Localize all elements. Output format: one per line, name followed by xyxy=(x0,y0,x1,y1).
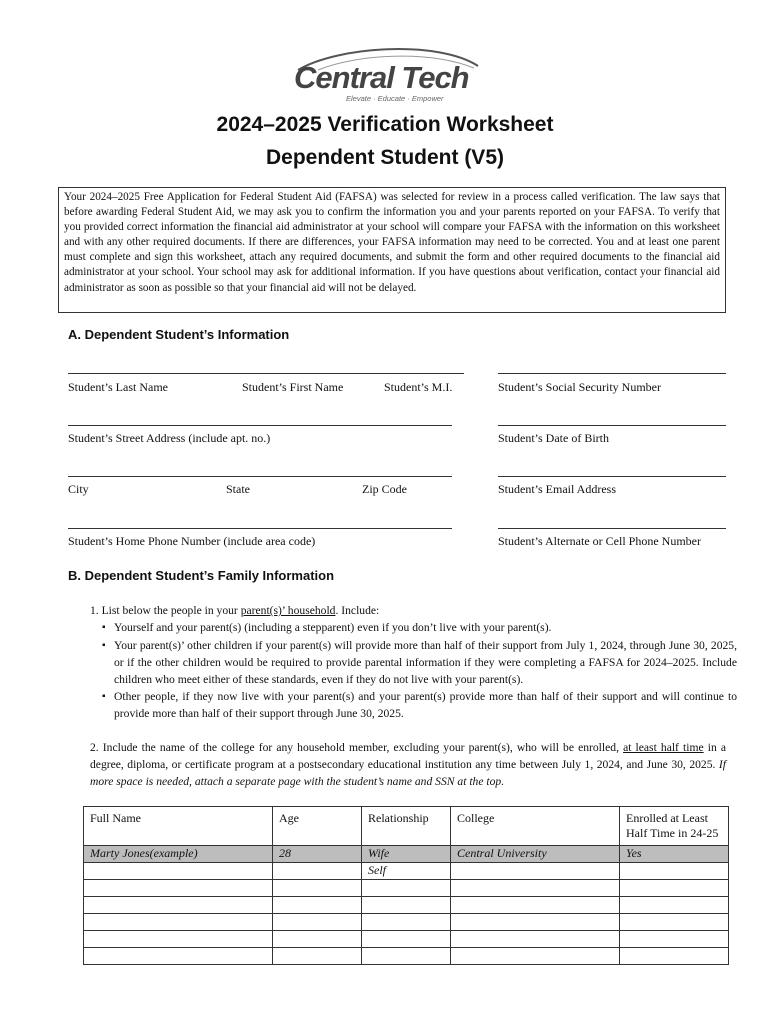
table-header-row xyxy=(84,807,729,846)
alt-phone-line[interactable] xyxy=(498,528,726,529)
cell-enrolled[interactable] xyxy=(620,914,729,931)
cell-college[interactable] xyxy=(451,914,620,931)
cell-name[interactable] xyxy=(84,931,273,948)
header-enrolled: Enrolled at Least Half Time in 24-25 xyxy=(620,807,729,846)
table-row[interactable] xyxy=(84,948,729,965)
street-label: Student’s Street Address (include apt. no.) xyxy=(68,431,271,445)
first-name-label: Student’s First Name xyxy=(242,380,344,394)
dob-line[interactable] xyxy=(498,425,726,426)
item-1-text-end: . Include: xyxy=(335,604,380,617)
ssn-line[interactable] xyxy=(498,373,726,374)
table-row[interactable] xyxy=(84,880,729,897)
street-line[interactable] xyxy=(68,425,452,426)
cell-name[interactable] xyxy=(84,863,273,880)
page-title: 2024–2025 Verification Worksheet xyxy=(216,113,554,136)
cell-age[interactable] xyxy=(273,948,362,965)
central-tech-logo xyxy=(288,44,484,108)
cell-relationship[interactable] xyxy=(362,931,451,948)
home-phone-line[interactable] xyxy=(68,528,452,529)
cell-college[interactable] xyxy=(451,880,620,897)
cell-relationship[interactable] xyxy=(362,948,451,965)
header-relationship: Relationship xyxy=(362,807,451,846)
ssn-label: Student’s Social Security Number xyxy=(498,380,661,394)
example-name: Marty Jones(example) xyxy=(84,846,273,863)
header-college: College xyxy=(451,807,620,846)
item-2-text-mid: in a degree, diploma, or certificate program at a postsecondary educational institution any time between July 1, 2024, and June 30, 2025. xyxy=(90,741,726,771)
cell-enrolled[interactable] xyxy=(620,863,729,880)
city-label: City xyxy=(68,482,89,496)
cell-age[interactable] xyxy=(273,914,362,931)
intro-box: Your 2024–2025 Free Application for Federal Student Aid (FAFSA) was selected for review in a process called verification. The law says that before awarding Federal Student Aid, we may ask you to confirm the information you and your parents reported on your FAFSA. To verify that you provided correct information the financial aid administrator at your school will compare your FAFSA with the information on this worksheet and with any other required documents. If there are differences, your FAFSA information may need to be corrected. You and at least one parent must complete and sign this worksheet, attach any required documents, and submit the form and other required documents to the financial aid administrator at your school. Your school may ask for additional information. If you have questions about verification, contact your financial aid administrator as soon as possible so that your financial aid will not be delayed. xyxy=(58,187,726,313)
city-line[interactable] xyxy=(68,476,452,477)
logo-tagline: Elevate · Educate · Empower xyxy=(346,94,444,103)
item-1 xyxy=(90,602,726,619)
alt-phone-label: Student’s Alternate or Cell Phone Number xyxy=(498,534,701,548)
table-row[interactable] xyxy=(84,914,729,931)
name-line[interactable] xyxy=(68,373,464,374)
item-1-text: 1. List below the people in your xyxy=(90,604,241,617)
table-row[interactable] xyxy=(84,897,729,914)
half-time-term: at least half time xyxy=(623,741,704,754)
cell-name[interactable] xyxy=(84,897,273,914)
home-phone-label: Student’s Home Phone Number (include area code) xyxy=(68,534,316,548)
cell-enrolled[interactable] xyxy=(620,897,729,914)
zip-label: Zip Code xyxy=(362,482,407,496)
cell-name[interactable] xyxy=(84,914,273,931)
cell-age[interactable] xyxy=(273,880,362,897)
table-row[interactable] xyxy=(84,931,729,948)
cell-age[interactable] xyxy=(273,863,362,880)
logo-wordmark: Central Tech xyxy=(294,60,469,95)
household-table xyxy=(83,806,729,965)
cell-college[interactable] xyxy=(451,897,620,914)
cell-relationship-self: Self xyxy=(362,863,451,880)
table-row[interactable] xyxy=(84,863,729,880)
cell-relationship[interactable] xyxy=(362,880,451,897)
cell-enrolled[interactable] xyxy=(620,880,729,897)
cell-relationship[interactable] xyxy=(362,897,451,914)
page-subtitle: Dependent Student (V5) xyxy=(265,146,504,169)
bullet-3: ▪ Other people, if they now live with your parent(s) and your parent(s) provide more than half of their support and will continue to provide more than half of their support through June 30, 2025. xyxy=(103,688,737,722)
last-name-label: Student’s Last Name xyxy=(68,380,168,394)
cell-relationship[interactable] xyxy=(362,914,451,931)
cell-enrolled[interactable] xyxy=(620,931,729,948)
parents-household-term: parent(s)’ household xyxy=(240,604,336,617)
section-b-heading: B. Dependent Student’s Family Information xyxy=(68,568,335,583)
cell-name[interactable] xyxy=(84,948,273,965)
item-2-text: 2. Include the name of the college for any household member, excluding your parent(s), who will be enrolled, xyxy=(90,741,624,754)
mi-label: Student’s M.I. xyxy=(384,380,453,394)
cell-age[interactable] xyxy=(273,931,362,948)
section-a-heading: A. Dependent Student’s Information xyxy=(68,327,290,342)
example-enrolled: Yes xyxy=(620,846,729,863)
example-row xyxy=(84,846,729,863)
bullet-2: ▪ Your parent(s)’ other children if your parent(s) will provide more than half of their support from July 1, 2024, through June 30, 2025, or if the other children would be required to provide parental information if they were completing a FAFSA for 2024–2025. Include children who meet either of these standards, even if they do not live with your parent(s). xyxy=(103,637,737,688)
cell-college[interactable] xyxy=(451,863,620,880)
state-label: State xyxy=(226,482,250,496)
cell-name[interactable] xyxy=(84,880,273,897)
email-line[interactable] xyxy=(498,476,726,477)
header-full-name: Full Name xyxy=(84,807,273,846)
header-age: Age xyxy=(273,807,362,846)
bullet-1: ▪ Yourself and your parent(s) (including a stepparent) even if you don’t live with your parent(s). xyxy=(103,619,737,636)
example-college: Central University xyxy=(451,846,620,863)
cell-enrolled[interactable] xyxy=(620,948,729,965)
item-2-note: If more space is needed, attach a separate page with the student’s name and SSN at the top. xyxy=(90,758,726,788)
dob-label: Student’s Date of Birth xyxy=(498,431,609,445)
example-age: 28 xyxy=(273,846,362,863)
item-2 xyxy=(90,739,726,790)
cell-college[interactable] xyxy=(451,931,620,948)
cell-age[interactable] xyxy=(273,897,362,914)
example-relationship: Wife xyxy=(362,846,451,863)
email-label: Student’s Email Address xyxy=(498,482,616,496)
cell-college[interactable] xyxy=(451,948,620,965)
